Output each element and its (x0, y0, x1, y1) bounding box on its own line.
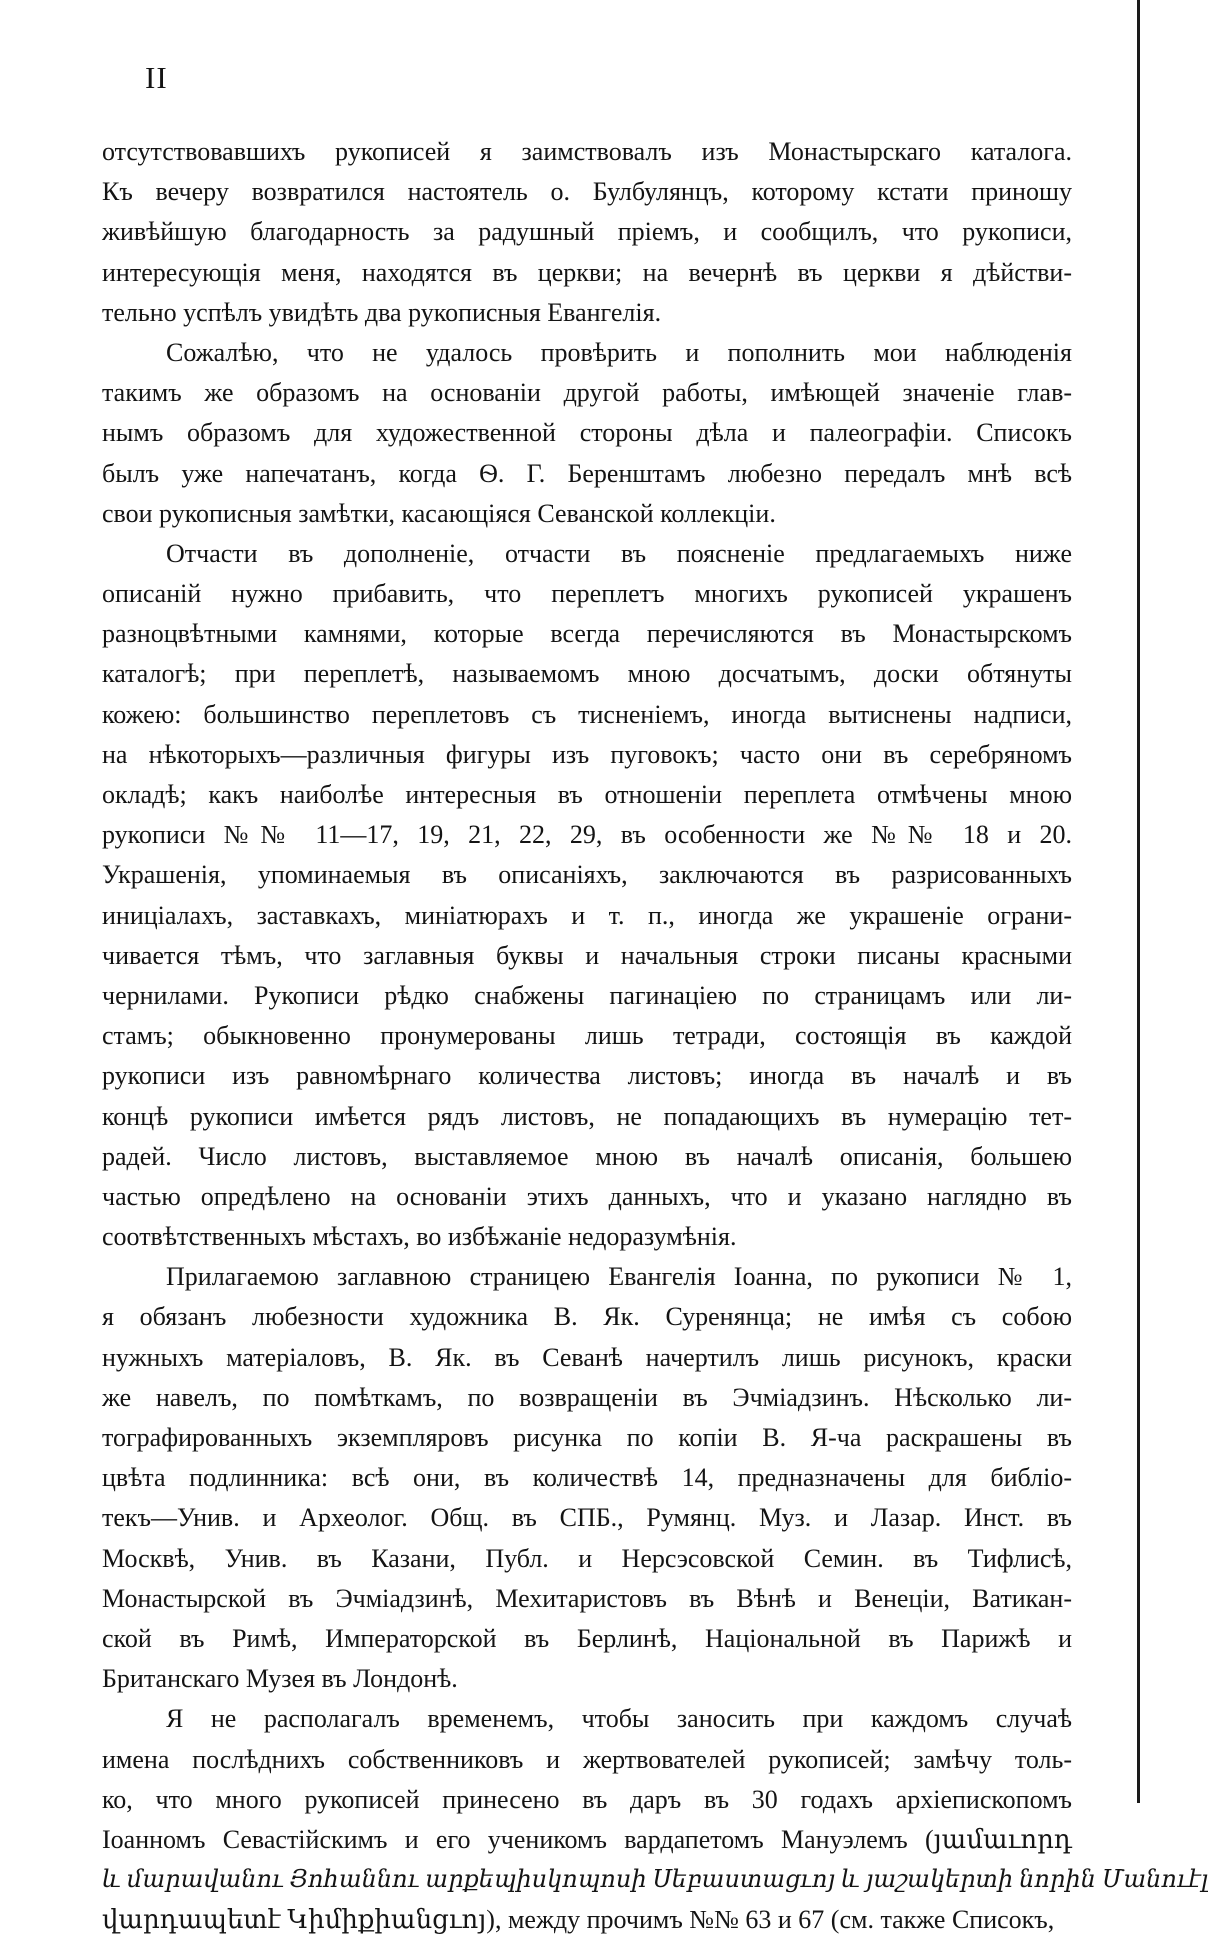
text-line: վարդապետէ Կիմիքիանցւոյ), между прочимъ №№ 63 и 67 (см. также Списокъ, (102, 1905, 1055, 1935)
text-line: окладѣ; какъ наиболѣе интересныя въ отношеніи переплета отмѣчены мною (102, 780, 1072, 809)
paragraph (102, 534, 1072, 1257)
text-line: чернилами. Рукописи рѣдко снабжены пагинаціею по страницамъ или ли- (102, 980, 1072, 1010)
text-line: тографированныхъ экземпляровъ рисунка по копіи В. Я-ча раскрашены въ (102, 1423, 1072, 1452)
text-line: Москвѣ, Унив. въ Казани, Публ. и Нерсэсовской Семин. въ Тифлисѣ, (102, 1543, 1072, 1573)
text-line: каталогѣ; при переплетѣ, называемомъ мною досчатымъ, доски обтянуты (102, 659, 1072, 689)
text-line: отсутствовавшихъ рукописей я заимствовалъ изъ Монастырскаго каталога. (102, 137, 1072, 166)
text-line: же навелъ, по помѣткамъ, по возвращеніи въ Эчміадзинъ. Нѣсколько ли- (102, 1382, 1072, 1412)
text-line: Къ вечеру возвратился настоятель о. Булбулянцъ, которому кстати приношу (102, 177, 1072, 207)
text-line: частью опредѣлено на основаніи этихъ данныхъ, что и указано наглядно въ (102, 1181, 1072, 1211)
text-line: ской въ Римѣ, Императорской въ Берлинѣ, Національной въ Парижѣ и (102, 1623, 1072, 1653)
body-text (102, 132, 1208, 1940)
paragraph (102, 333, 1072, 534)
text-line: иниціалахъ, заставкахъ, миніатюрахъ и т. п., иногда же украшеніе ограни- (102, 900, 1072, 930)
text-line: Сожалѣю, что не удалось провѣрить и пополнить мои наблюденія (166, 337, 1072, 367)
text-line: Украшенія, упоминаемыя въ описаніяхъ, заключаются въ разрисованныхъ (102, 860, 1072, 890)
text-line: рукописи изъ равномѣрнаго количества листовъ; иногда въ началѣ и въ (102, 1061, 1072, 1091)
text-line: Отчасти въ дополненіе, отчасти въ поясненіе предлагаемыхъ ниже (166, 538, 1072, 568)
text-line: кожею: большинство переплетовъ съ тисненіемъ, иногда вытиснены надписи, (102, 699, 1072, 729)
text-line: на нѣкоторыхъ—различныя фигуры изъ пуговокъ; часто они въ серебряномъ (102, 739, 1072, 769)
paragraph (102, 1699, 1208, 1940)
text-line: Британскаго Музея въ Лондонѣ. (102, 1664, 458, 1694)
page-number: II (145, 60, 168, 95)
text-line: Монастырской въ Эчміадзинѣ, Мехитаристовъ въ Вѣнѣ и Венеціи, Ватикан- (102, 1583, 1072, 1613)
text-line: և մարավանու Յոհաննու արքեպիսկոպոսի Սեբաստացւոյ և յաշակերտի նորին Մանուէլ (102, 1867, 1208, 1894)
text-line: Прилагаемою заглавною страницею Евангелія Іоанна, по рукописи № 1, (166, 1262, 1072, 1292)
text-line: рукописи №№ 11—17, 19, 21, 22, 29, въ особенности же №№ 18 и 20. (102, 820, 1072, 850)
paragraph (102, 132, 1072, 333)
text-line: стамъ; обыкновенно пронумерованы лишь тетради, состоящія въ каждой (102, 1021, 1072, 1051)
text-line: тельно успѣлъ увидѣть два рукописныя Евангелія. (102, 297, 662, 327)
text-line: описаній нужно прибавить, что переплетъ многихъ рукописей украшенъ (102, 579, 1072, 609)
text-line: живѣйшую благодарность за радушный пріемъ, и сообщилъ, что рукописи, (102, 217, 1072, 247)
text-line: былъ уже напечатанъ, когда Ѳ. Г. Беренштамъ любезно передалъ мнѣ всѣ (102, 458, 1072, 488)
text-line: нужныхъ матеріаловъ, В. Як. въ Севанѣ начертилъ лишь рисунокъ, краски (102, 1342, 1072, 1372)
text-line: я обязанъ любезности художника В. Як. Суренянца; не имѣя съ собою (102, 1302, 1072, 1332)
text-line: радей. Число листовъ, выставляемое мною въ началѣ описанія, большею (102, 1141, 1072, 1171)
text-line: интересующія меня, находятся въ церкви; на вечернѣ въ церкви я дѣйстви- (102, 257, 1072, 287)
page-edge-line (1137, 0, 1140, 1803)
text-line: текъ—Унив. и Археолог. Общ. въ СПБ., Румянц. Муз. и Лазар. Инст. въ (102, 1503, 1072, 1533)
text-line: чивается тѣмъ, что заглавныя буквы и начальныя строки писаны красными (102, 940, 1072, 970)
text-line: ко, что много рукописей принесено въ даръ въ 30 годахъ архіепископомъ (102, 1784, 1072, 1814)
text-line: нымъ образомъ для художественной стороны дѣла и палеографіи. Списокъ (102, 418, 1072, 448)
text-line: концѣ рукописи имѣется рядъ листовъ, не попадающихъ въ нумерацію тет- (102, 1101, 1072, 1131)
paragraph (102, 1257, 1072, 1699)
text-line: Я не располагалъ временемъ, чтобы заносить при каждомъ случаѣ (166, 1704, 1072, 1734)
text-line: Іоанномъ Севастійскимъ и его ученикомъ вардапетомъ Мануэлемъ (յամաւորդ (102, 1824, 1072, 1854)
text-line: свои рукописныя замѣтки, касающіяся Севанской коллекціи. (102, 498, 776, 528)
text-line: соотвѣтственныхъ мѣстахъ, во избѣжаніе недоразумѣнія. (102, 1222, 737, 1252)
text-line: имена послѣднихъ собственниковъ и жертвователей рукописей; замѣчу толь- (102, 1744, 1072, 1774)
text-line: цвѣта подлинника: всѣ они, въ количествѣ 14, предназначены для библіо- (102, 1463, 1072, 1493)
text-line: разноцвѣтными камнями, которые всегда перечисляются въ Монастырскомъ (102, 619, 1072, 649)
text-line: такимъ же образомъ на основаніи другой работы, имѣющей значеніе глав- (102, 378, 1072, 408)
